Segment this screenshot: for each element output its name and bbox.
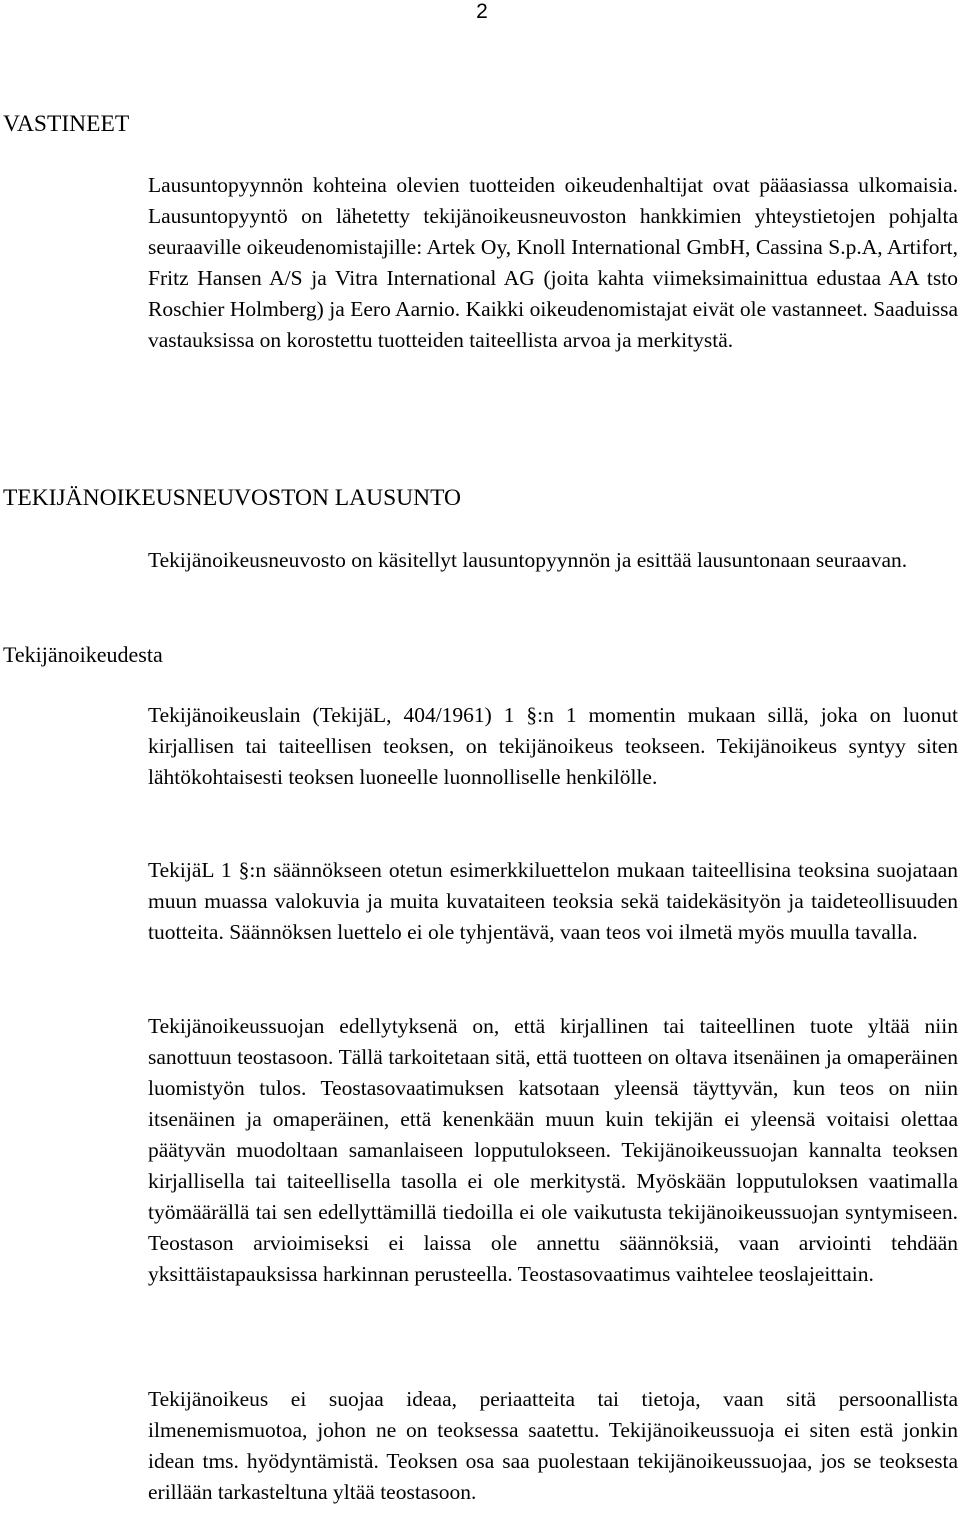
section-heading-lausunto: TEKIJÄNOIKEUSNEUVOSTON LAUSUNTO [3,485,462,511]
page-number: 2 [476,0,488,23]
paragraph-lausunto-intro: Tekijänoikeusneuvosto on käsitellyt lausuntopyynnön ja esittää lausuntonaan seuraavan. [148,548,908,572]
subheading-tekijanoikeudesta: Tekijänoikeudesta [3,642,163,667]
paragraph-tekijanoikeus-4: Tekijänoikeus ei suojaa ideaa, periaatteita tai tietoja, vaan sitä persoonallista ilmenemismuotoa, johon ne on teoksessa saatettu. Tekijänoikeussuoja ei siten estä jonkin idean tms. hyödyntämistä. Teoksen osa saa puolestaan tekijänoikeussuojaa, jos se teoksesta erillään tarkasteltuna yltää teostasoon. [148,1387,958,1504]
section-heading-vastineet: VASTINEET [3,111,130,137]
paragraph-tekijanoikeus-3: Tekijänoikeussuojan edellytyksenä on, että kirjallinen tai taiteellinen tuote yltää niin sanottuun teostasoon. Tällä tarkoitetaan sitä, että tuotteen on oltava itsenäinen ja omaperäinen luomistyön tulos. Teostasovaatimuksen katsotaan yleensä täyttyvän, kun teos on niin itsenäinen ja omaperäinen, että kenenkään muun kuin tekijän ei yleensä voitaisi olettaa päätyvän muodoltaan samanlaiseen lopputulokseen. Tekijänoikeussuojan kannalta teoksen kirjallisella tai taiteellisella tasolla ei ole merkitystä. Myöskään lopputuloksen vaatimalla työmäärällä tai sen edellyttämillä tiedoilla ei ole vaikutusta tekijänoikeussuojan syntymiseen. Teostason arvioimiseksi ei laissa ole annettu säännöksiä, vaan arviointi tehdään yksittäistapauksissa harkinnan perusteella. Teostasovaatimus vaihtelee teoslajeittain. [148,1014,958,1286]
paragraph-tekijanoikeus-2: TekijäL 1 §:n säännökseen otetun esimerkkiluettelon mukaan taiteellisina teoksina suojataan muun muassa valokuvia ja muita kuvataiteen teoksia sekä taidekäsityön ja taideteollisuuden tuotteita. Säännöksen luettelo ei ole tyhjentävä, vaan teos voi ilmetä myös muulla tavalla. [148,858,958,944]
paragraph-tekijanoikeus-1: Tekijänoikeuslain (TekijäL, 404/1961) 1 §:n 1 momentin mukaan sillä, joka on luonut kirjallisen tai taiteellisen teoksen, on tekijänoikeus teokseen. Tekijänoikeus syntyy siten lähtökohtaisesti teoksen luoneelle luonnolliselle henkilölle. [148,703,958,789]
paragraph-vastineet: Lausuntopyynnön kohteina olevien tuotteiden oikeudenhaltijat ovat pääasiassa ulkomaisia. Lausuntopyyntö on lähetetty tekijänoikeusneuvoston hankkimien yhteystietojen pohjalta seuraaville oikeudenomistajille: Artek Oy, Knoll International GmbH, Cassina S.p.A, Artifort, Fritz Hansen A/S ja Vitra International AG (joita kahta viimeksimainittua edustaa AA tsto Roschier Holmberg) ja Eero Aarnio. Kaikki oikeudenomistajat eivät ole vastanneet. Saaduissa vastauksissa on korostettu tuotteiden taiteellista arvoa ja merkitystä. [148,173,958,352]
